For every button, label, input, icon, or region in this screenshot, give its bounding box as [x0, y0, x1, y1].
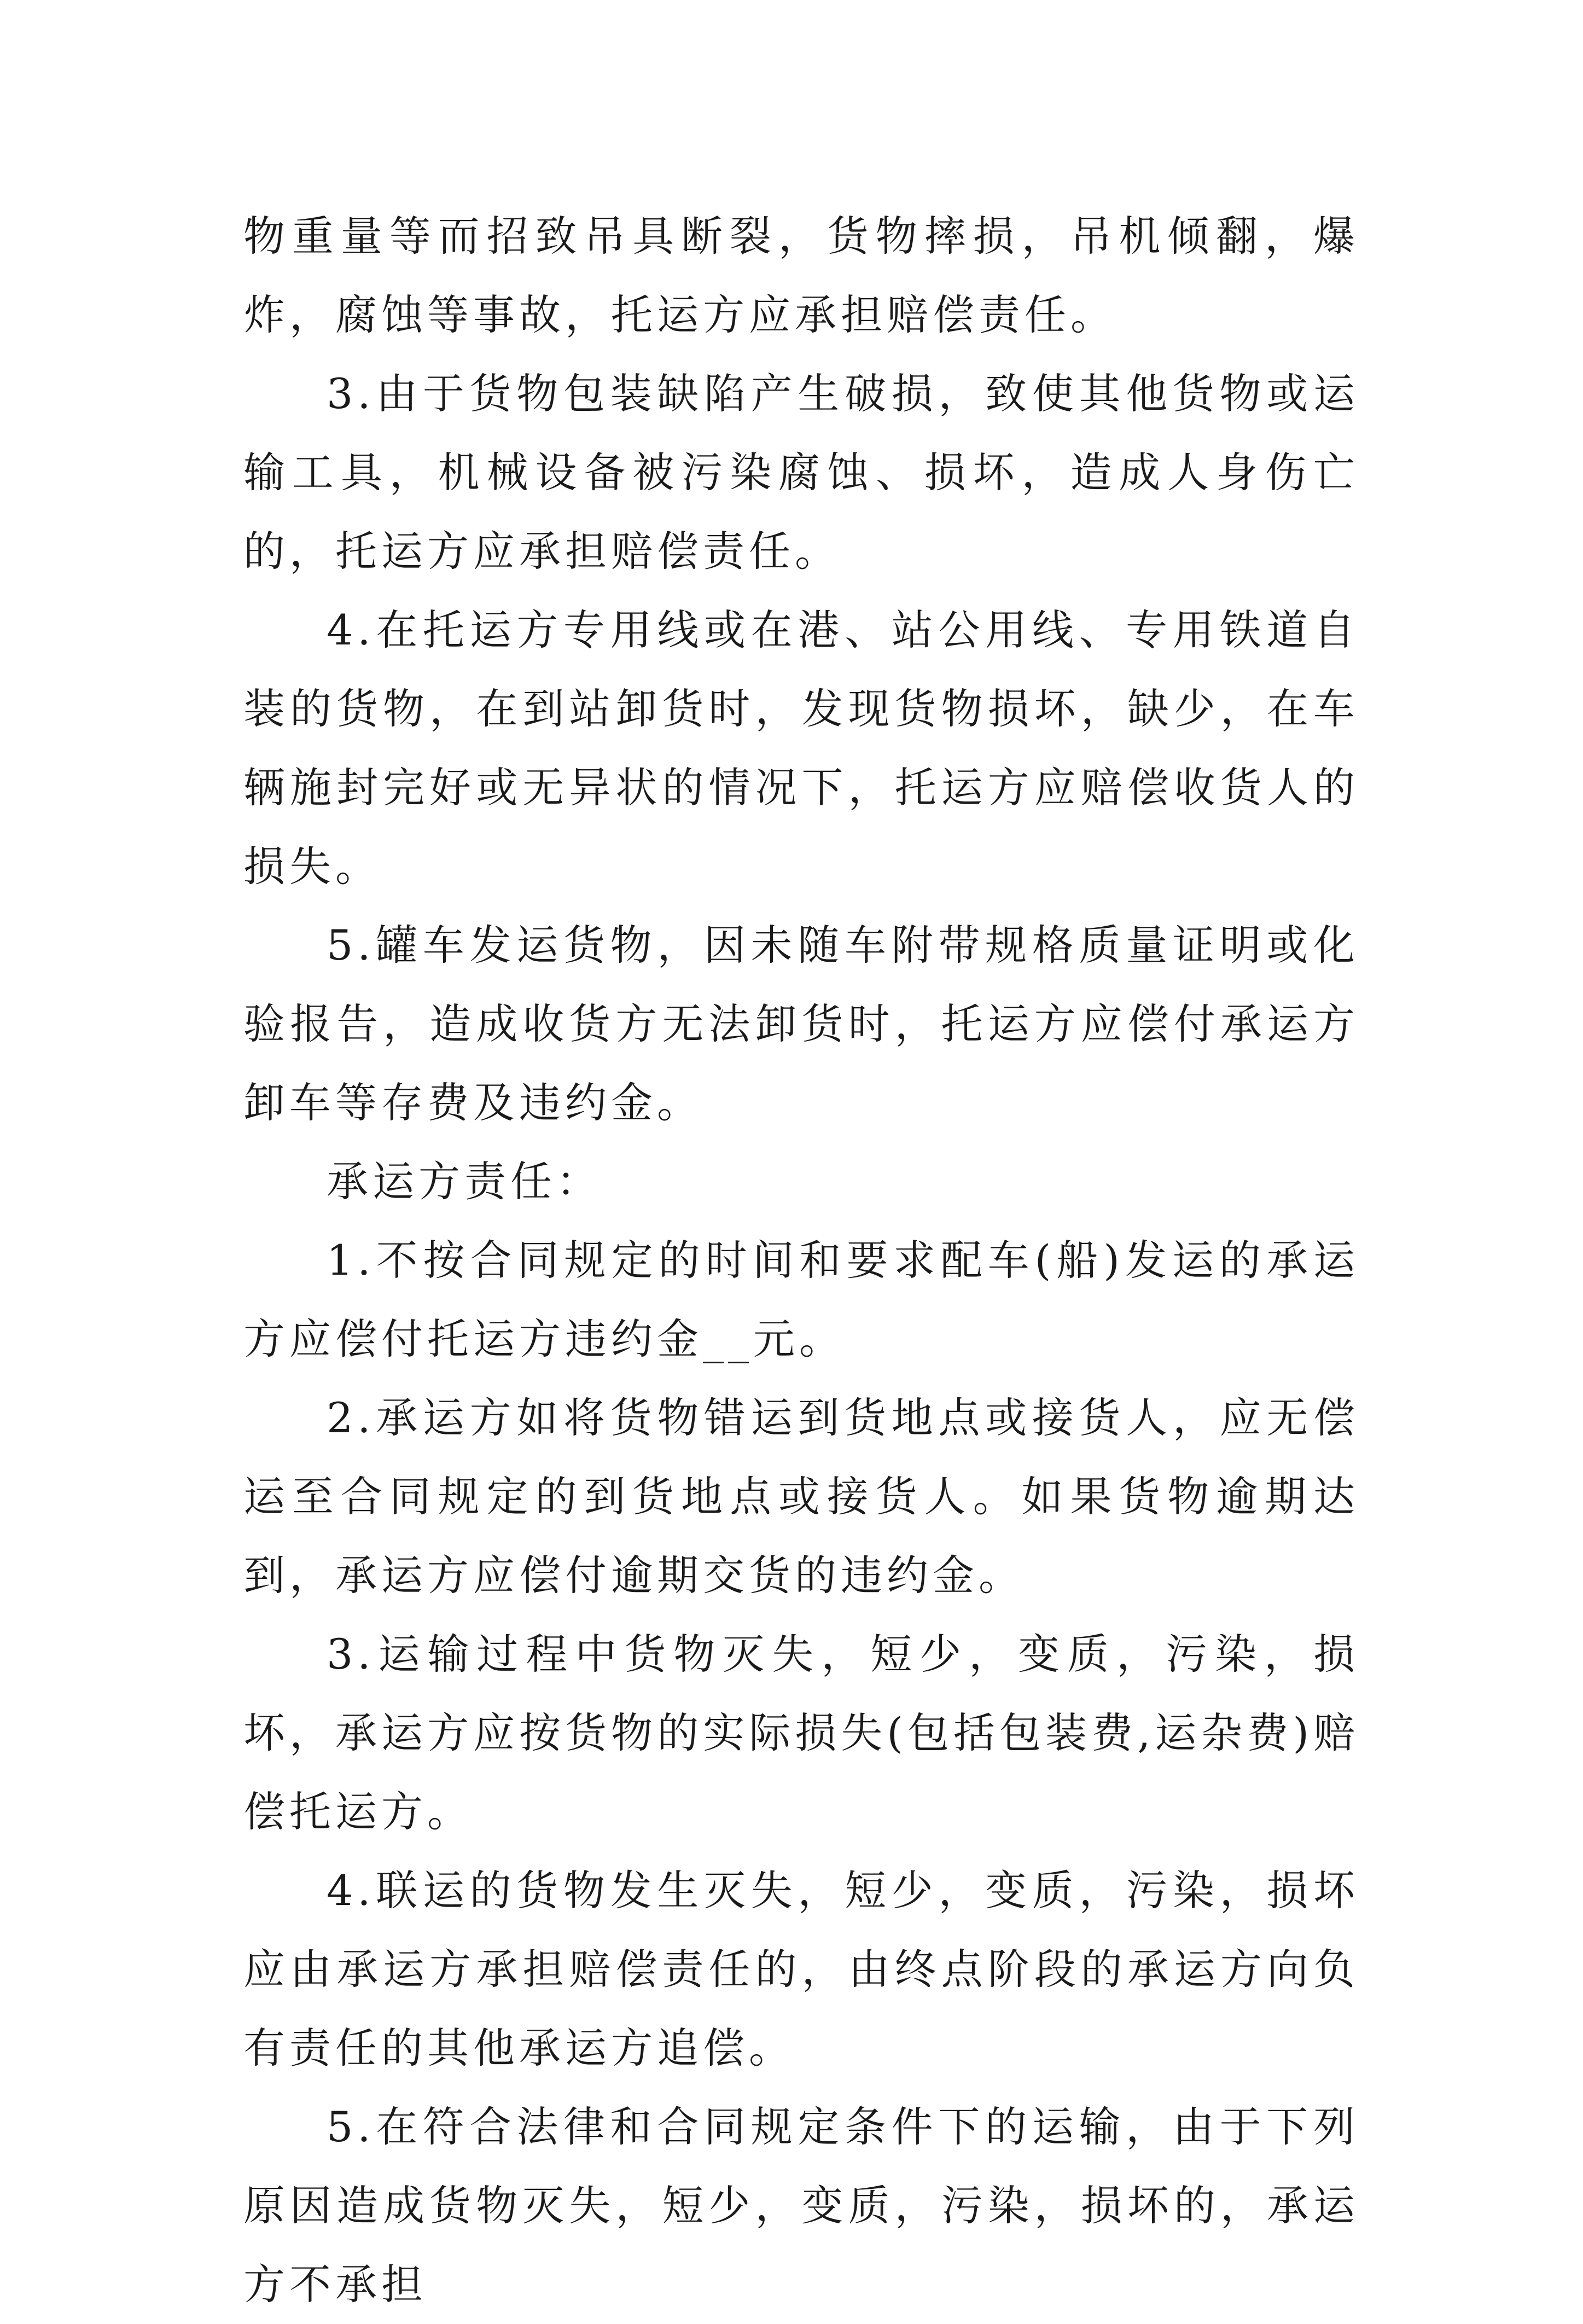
- paragraph-shipper-item-4: 4.在托运方专用线或在港、站公用线、专用铁道自装的货物，在到站卸货时，发现货物损坏，缺少，在车辆施封完好或无异状的情况下，托运方应赔偿收货人的损失。: [243, 606, 1359, 891]
- paragraph-carrier-item-3: 3.运输过程中货物灭失，短少，变质，污染，损坏，承运方应按货物的实际损失(包括包装费,运杂费)赔偿托运方。: [243, 1630, 1359, 1836]
- paragraph-carrier-item-5: 5.在符合法律和合同规定条件下的运输，由于下列原因造成货物灭失，短少，变质，污染，损坏的，承运方不承担: [243, 2102, 1359, 2309]
- paragraph-continued: 物重量等而招致吊具断裂，货物摔损，吊机倾翻，爆炸，腐蚀等事故，托运方应承担赔偿责任。: [243, 212, 1359, 339]
- section-heading-carrier-responsibility: 承运方责任：: [327, 1157, 602, 1206]
- document-body: [243, 197, 1359, 2324]
- paragraph-carrier-item-2: 2.承运方如将货物错运到货地点或接货人，应无偿运至合同规定的到货地点或接货人。如果货物逾期达到，承运方应偿付逾期交货的违约金。: [243, 1393, 1359, 1600]
- paragraph-shipper-item-3: 3.由于货物包装缺陷产生破损，致使其他货物或运输工具，机械设备被污染腐蚀、损坏，造成人身伤亡的，托运方应承担赔偿责任。: [243, 369, 1359, 576]
- paragraph-carrier-item-1: 1.不按合同规定的时间和要求配车(船)发运的承运方应偿付托运方违约金__元。: [243, 1236, 1359, 1363]
- paragraph-shipper-item-5: 5.罐车发运货物，因未随车附带规格质量证明或化验报告，造成收货方无法卸货时，托运方应偿付承运方卸车等存费及违约金。: [243, 921, 1359, 1127]
- paragraph-carrier-item-4: 4.联运的货物发生灭失，短少，变质，污染，损坏应由承运方承担赔偿责任的，由终点阶段的承运方向负有责任的其他承运方追偿。: [243, 1866, 1359, 2072]
